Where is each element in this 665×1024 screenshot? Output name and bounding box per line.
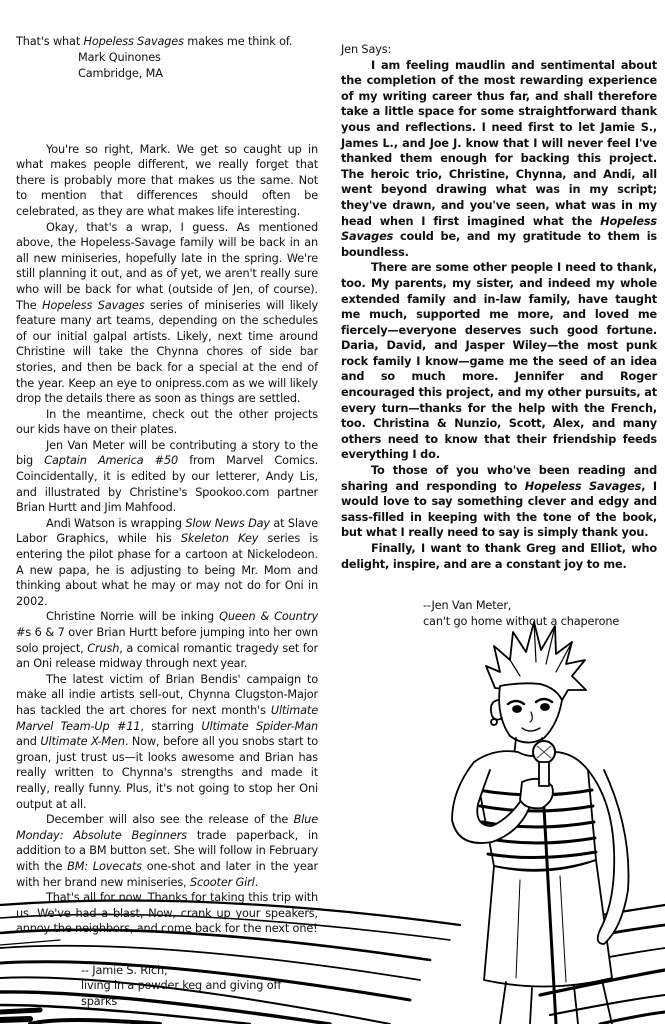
reply-paragraph: Andi Watson is wrapping Slow News Day at Slave Labor Graphics, while his Skeleton Key series is entering the pilot phase for a cartoon at Nickelodeon. A new papa, he is adjusting to being Mr. Mom and thinking about what he may or may not do for Oni in 2002. — [16, 516, 318, 608]
letter-signature — [78, 50, 318, 82]
letter-author-location: Cambridge, MA — [78, 66, 163, 80]
reply-signature-name: -- Jamie S. Rich, — [81, 963, 168, 977]
jen-says-heading: Jen Says: — [341, 43, 392, 56]
reply-paragraph: December will also see the release of the Blue Monday: Absolute Beginners trade paperback, in addition to a BM button set. She will follow in February with the BM: Lovecats one-shot and later in the year with her brand new miniseries, Scooter Girl. — [16, 813, 318, 889]
letter-closing-line: That's what Hopeless Savages makes me think of. — [16, 35, 293, 48]
reply-paragraph: The latest victim of Brian Bendis' campaign to make all indie artists sell-out, Chynna Clugston-Major has tackled the art chores for next month's Ultimate Marvel Team-Up #11, starring Ultimate Spider-Man and Ultimate X-Men. Now, before all you snobs start to groan, just trust us—it looks awesome and Brian has really written to Chynna's strengths and made it really, really funny. Plus, it's not going to stop her Oni output at all. — [16, 672, 319, 811]
reply-signature-tagline: living in a powder keg and giving off sparks — [81, 979, 282, 1009]
jen-signature — [423, 598, 657, 629]
jen-paragraph: Finally, I want to thank Greg and Elliot, who delight, inspire, and are a constant joy to me. — [341, 542, 657, 571]
left-column — [16, 34, 318, 1010]
reply-paragraph: Okay, that's a wrap, I guess. As mentioned above, the Hopeless-Savage family will be back in an all new miniseries, hopefully late in the spring. We're still planning it out, and as of yet, we aren't really sure who will be back for what (outside of Jen, of course). The Hopeless Savages series of miniseries will likely feature many art teams, depending on the schedules of our initial galpal artists. Likely, next time around Christine will take the Chynna chores of side bar stories, and then be back for a special at the end of the year. Keep an eye to onipress.com as we will likely drop the details there as soon as things are settled. — [16, 220, 318, 406]
letter-author-name: Mark Quinones — [78, 50, 161, 64]
reply-paragraph: That's all for now. Thanks for taking this trip with us. We've had a blast, Now, crank up your speakers, annoy the neighbors, and come back for the next one! — [16, 891, 318, 936]
jen-paragraph: There are some other people I need to thank, too. My parents, my sister, and indeed my whole extended family and in-law family, have taught me much, supported me more, and loved me fiercely—everyone deserves such good fortune. Daria, David, and Jasper Wiley—the most punk rock family I know—game me the seed of an idea and so much more. Jennifer and Roger encouraged this project, and my other pursuits, at every turn—thanks for the help with the French, too. Christina & Nunzio, Scott, Alex, and many others need to know that their friendship feeds everything I do. — [341, 261, 657, 462]
jen-signature-tagline: can't go home without a chaperone — [423, 614, 620, 628]
reply-paragraph: You're so right, Mark. We get so caught up in what makes people different, we really forget that there is probably more that makes us the same. Not to mention that differences should often be celebrated, as they are what makes life interesting. — [16, 142, 318, 218]
reply-paragraph: Jen Van Meter will be contributing a story to the big Captain America #50 from Marvel Comics. Coincidentally, it is edited by our letterer, Andy Lis, and illustrated by Christine's Spookoo.com partner Brian Hurtt and Jim Mahfood. — [16, 438, 319, 515]
jen-signature-name: --Jen Van Meter, — [423, 599, 512, 613]
reply-paragraph: In the meantime, check out the other projects our kids have on their plates. — [16, 407, 318, 437]
singer-illustration — [452, 622, 629, 1024]
reply-signature — [81, 963, 318, 1010]
jen-paragraph: To those of you who've been reading and sharing and responding to Hopeless Savages, I would love to say something clever and edgy and sass-filled in keeping with the tone of the book, but what I really need to say is simply thank you. — [341, 464, 657, 540]
right-column — [341, 42, 657, 629]
reply-paragraph: Christine Norrie will be inking Queen & Country #s 6 & 7 over Brian Hurtt before jumping into her own solo project, Crush, a comical romantic tragedy set for an Oni release midway through next year. — [16, 610, 318, 671]
jen-paragraph: I am feeling maudlin and sentimental about the completion of the most rewarding experience of my writing career thus far, and shall therefore take a little space for some straightforward thank yous and reflections. I need first to let Jamie S., James L., and Joe J. know that I will never feel I've thanked them enough for backing this project. The heroic trio, Christine, Chynna, and Andi, all went beyond drawing what was in my script; they've drawn, and you've seen, what was in my head when I first imagined what the Hopeless Savages could be, and my gratitude to them is boundless. — [341, 58, 657, 259]
